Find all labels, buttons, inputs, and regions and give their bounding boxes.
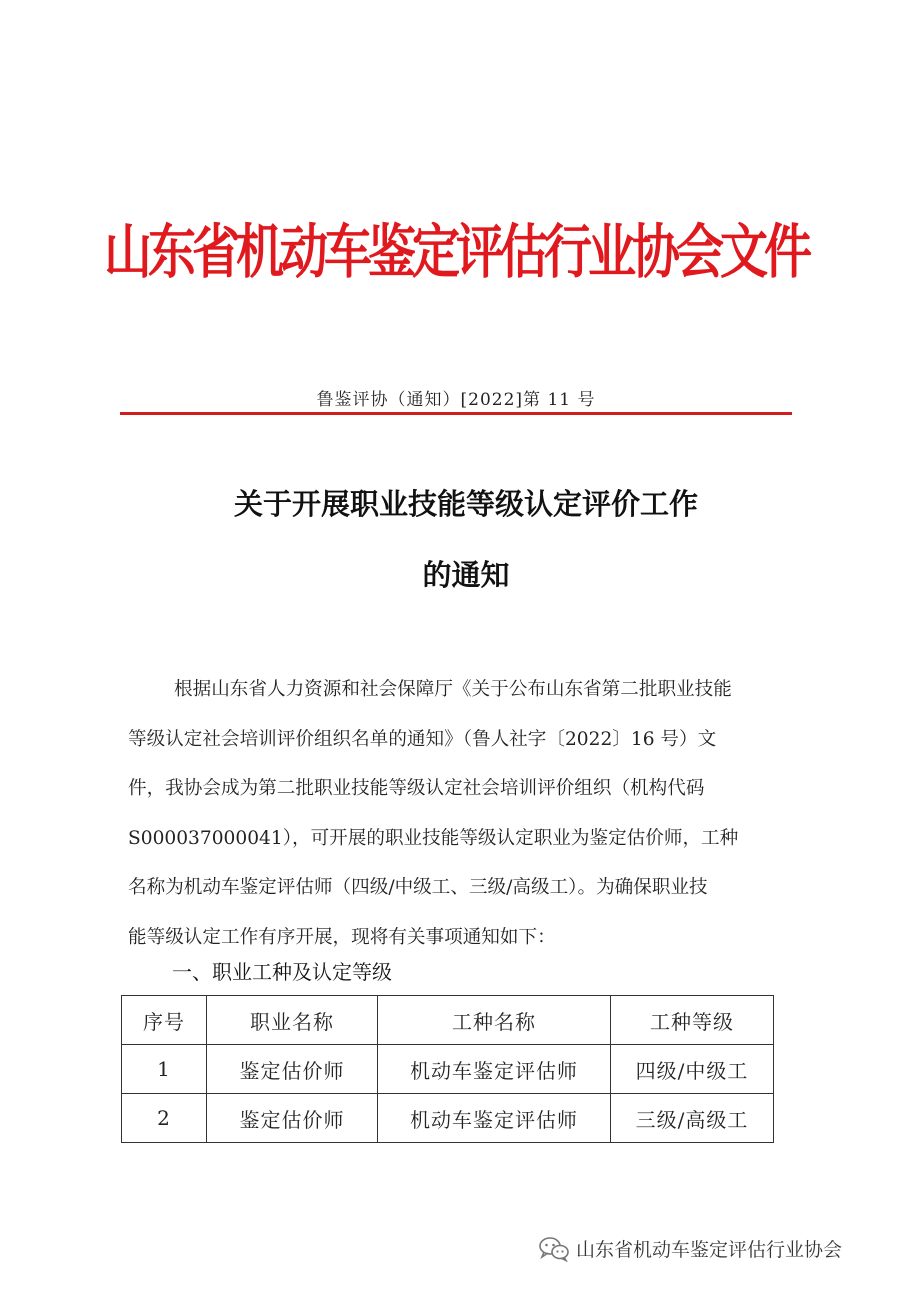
notice-body — [128, 665, 818, 962]
notice-title-line-2: 的通知 — [422, 558, 510, 592]
table-header-cell: 工种等级 — [611, 996, 774, 1045]
table-row — [122, 1094, 774, 1143]
body-line: 能等级认定工作有序开展，现将有关事项通知如下： — [128, 926, 556, 948]
body-line: 件，我协会成为第二批职业技能等级认定社会培训评价组织（机构代码 — [128, 778, 705, 799]
red-divider — [120, 412, 792, 415]
table-cell: 鉴定估价师 — [207, 1094, 378, 1143]
org-header-title: 山东省机动车鉴定评估行业协会文件 — [103, 218, 808, 287]
document-number: 鲁鉴评协（通知）[2022]第 11 号 — [316, 390, 596, 410]
body-line: 等级认定社会培训评价组织名单的通知》（鲁人社字〔2022〕16 号）文 — [128, 728, 717, 750]
table-header-cell: 序号 — [122, 996, 207, 1045]
table-cell: 三级/高级工 — [611, 1094, 774, 1143]
table-cell: 1 — [122, 1045, 207, 1094]
table-header-cell: 职业名称 — [207, 996, 378, 1045]
table-cell: 2 — [122, 1094, 207, 1143]
table-header-cell: 工种名称 — [378, 996, 611, 1045]
notice-title-line-1: 关于开展职业技能等级认定评价工作 — [233, 487, 698, 521]
section-heading: 一、职业工种及认定等级 — [172, 960, 392, 984]
watermark-text: 山东省机动车鉴定评估行业协会 — [576, 1239, 843, 1261]
body-line: 名称为机动车鉴定评估师（四级/中级工、三级/高级工）。为确保职业技 — [128, 877, 708, 898]
table-header-row — [122, 996, 774, 1045]
body-line: S000037000041），可开展的职业技能等级认定职业为鉴定估价师，工种 — [128, 827, 739, 849]
table-row — [122, 1045, 774, 1094]
grade-table — [121, 995, 774, 1143]
table-cell: 鉴定估价师 — [207, 1045, 378, 1094]
table-cell: 四级/中级工 — [611, 1045, 774, 1094]
body-line: 根据山东省人力资源和社会保障厅《关于公布山东省第二批职业技能 — [174, 679, 732, 700]
wechat-icon — [538, 1236, 570, 1262]
table-cell: 机动车鉴定评估师 — [378, 1045, 611, 1094]
table-cell: 机动车鉴定评估师 — [378, 1094, 611, 1143]
wechat-watermark — [538, 1235, 842, 1262]
